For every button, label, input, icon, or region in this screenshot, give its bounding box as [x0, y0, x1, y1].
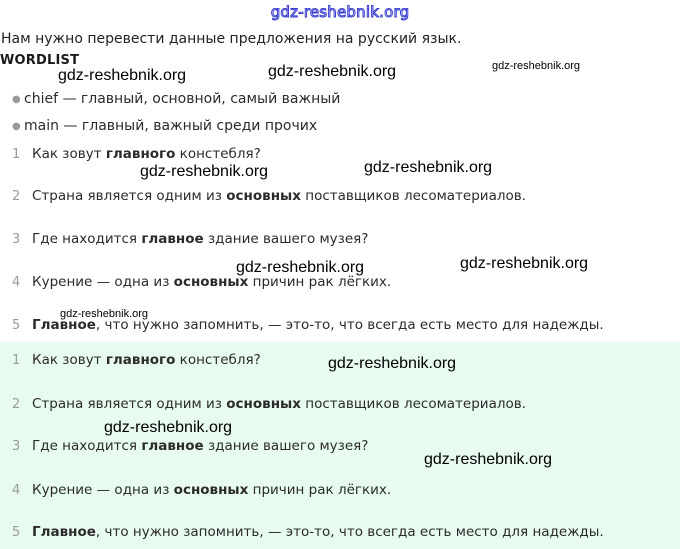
wordlist-item — [12, 91, 340, 107]
sentence-number: 4 — [12, 483, 21, 498]
wordlist-heading: WORDLIST — [0, 53, 80, 68]
sentence-text: поставщиков лесоматериалов. — [300, 188, 526, 204]
sentence-number: 3 — [12, 439, 21, 454]
watermark: gdz-reshebnik.org — [104, 419, 233, 436]
watermark: gdz-reshebnik.org — [460, 255, 589, 272]
sentence-text: констебля? — [175, 146, 261, 162]
sentence-text: Где находится — [32, 231, 142, 247]
sentence-text: причин рак лёгких. — [248, 274, 392, 290]
sentence-keyword: Главное — [32, 524, 96, 540]
sentence-text: Где находится — [32, 438, 142, 454]
wordlist-definition: — главный, важный среди прочих — [58, 118, 318, 134]
task-sentence — [0, 231, 368, 247]
sentence-text: , что нужно запомнить, — это-то, что всегда есть место для надежды. — [95, 524, 604, 540]
sentence-keyword: основных — [226, 188, 301, 204]
intro-text: Нам нужно перевести данные предложения на русский язык. — [1, 31, 462, 47]
sentence-number: 1 — [12, 353, 21, 368]
answer-sentence — [0, 438, 368, 454]
sentence-text: здание вашего музея? — [203, 231, 369, 247]
sentence-text: Страна является одним из — [32, 188, 227, 204]
answer-sentence — [0, 396, 526, 412]
sentence-keyword: основных — [226, 396, 301, 412]
watermark: gdz-reshebnik.org — [236, 259, 365, 276]
watermark: gdz-reshebnik.org — [58, 67, 187, 84]
answer-sentence — [0, 524, 604, 540]
bullet-icon: ● — [12, 121, 21, 132]
bullet-icon: ● — [12, 94, 21, 105]
sentence-number: 2 — [12, 189, 21, 204]
watermark: gdz-reshebnik.org — [328, 355, 457, 372]
sentence-text: Как зовут — [32, 146, 106, 162]
wordlist-term: main — [24, 118, 59, 134]
sentence-keyword: главного — [105, 146, 176, 162]
wordlist-item — [12, 118, 317, 134]
wordlist-term: chief — [24, 91, 59, 107]
task-sentence — [0, 146, 261, 162]
sentence-keyword: основных — [173, 274, 249, 290]
sentence-number: 4 — [12, 275, 21, 290]
sentence-keyword: главного — [105, 352, 176, 368]
watermark: gdz-reshebnik.org — [424, 451, 553, 468]
sentence-text: поставщиков лесоматериалов. — [300, 396, 526, 412]
sentence-number: 5 — [12, 525, 21, 540]
sentence-number: 2 — [12, 397, 21, 412]
sentence-text: причин рак лёгких. — [248, 482, 392, 498]
sentence-keyword: основных — [173, 482, 249, 498]
task-sentence — [0, 188, 526, 204]
sentence-keyword: главное — [141, 438, 204, 454]
wordlist-definition: — главный, основной, самый важный — [58, 91, 341, 107]
sentence-number: 5 — [12, 318, 21, 333]
sentence-keyword: главное — [141, 231, 204, 247]
answer-sentence — [0, 352, 261, 368]
watermark: gdz-reshebnik.org — [140, 163, 269, 180]
answer-sentence — [0, 482, 391, 498]
sentence-text: Курение — одна из — [32, 274, 174, 290]
sentence-text: Страна является одним из — [32, 396, 227, 412]
sentence-text: Курение — одна из — [32, 482, 174, 498]
sentence-text: , что нужно запомнить, — это-то, что всегда есть место для надежды. — [95, 317, 604, 333]
watermark: gdz-reshebnik.org — [364, 159, 493, 176]
sentence-number: 3 — [12, 232, 21, 247]
watermark: gdz-reshebnik.org — [492, 60, 581, 72]
watermark: gdz-reshebnik.org — [60, 308, 149, 320]
site-header-logo[interactable]: gdz-reshebnik.org — [270, 3, 410, 21]
sentence-keyword: Главное — [32, 317, 96, 333]
sentence-text: Как зовут — [32, 352, 106, 368]
sentence-number: 1 — [12, 147, 21, 162]
sentence-text: констебля? — [175, 352, 261, 368]
watermark: gdz-reshebnik.org — [268, 63, 397, 80]
sentence-text: здание вашего музея? — [203, 438, 369, 454]
